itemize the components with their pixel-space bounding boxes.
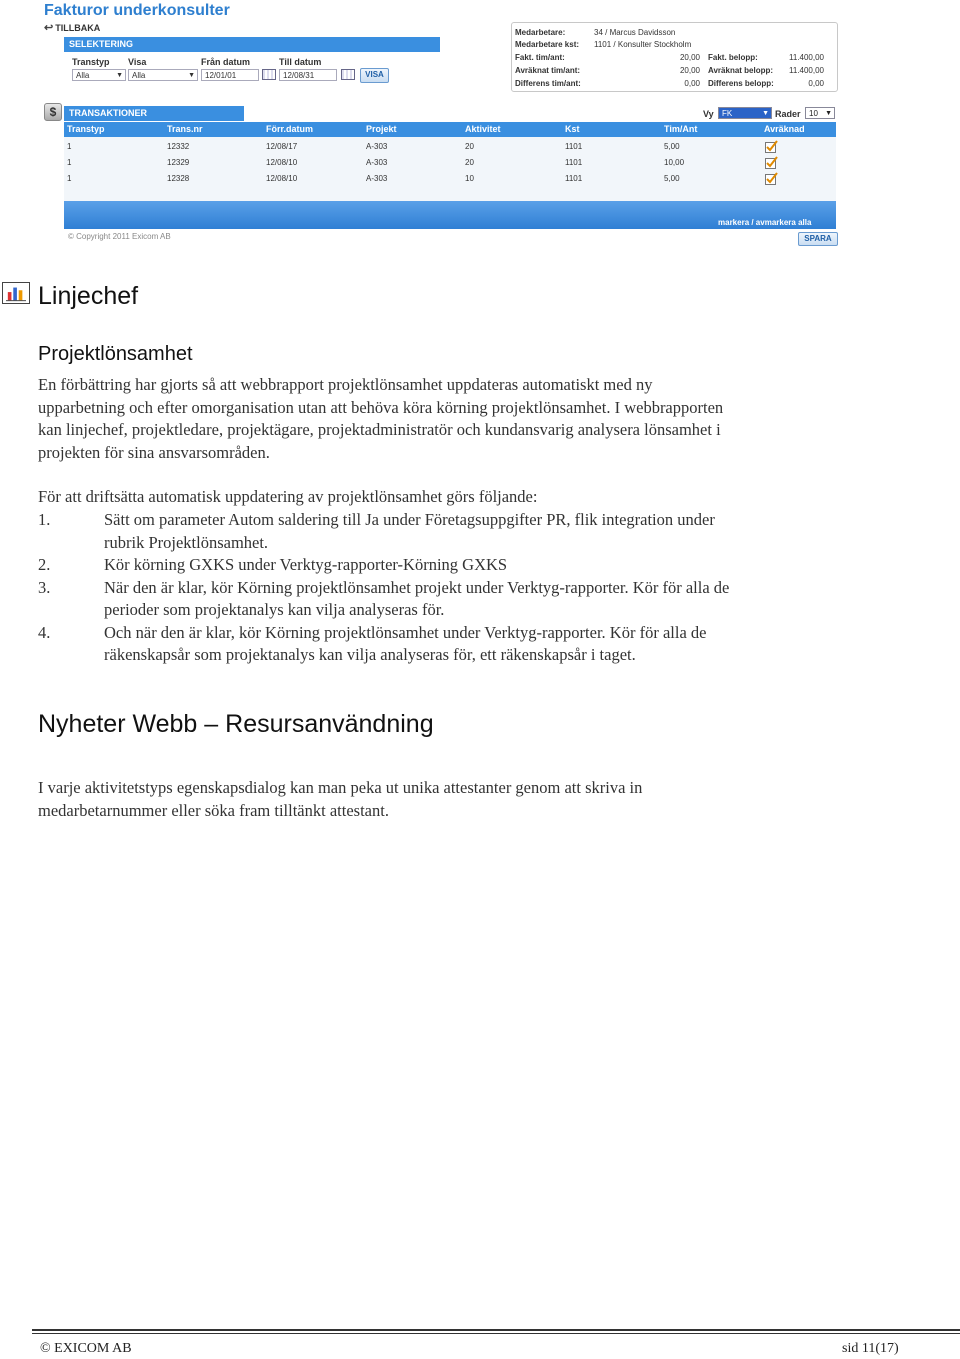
fakt-belopp-value: 11.400,00 [789,53,824,62]
col-projekt[interactable]: Projekt [366,124,397,134]
col-kst[interactable]: Kst [565,124,580,134]
cell-projekt: A-303 [366,158,388,167]
cell-aktivitet: 20 [465,142,474,151]
select-all-link[interactable]: markera / avmarkera alla [718,218,812,227]
medarbetare-label: Medarbetare: [515,28,566,37]
cell-tim: 10,00 [664,158,685,167]
cell-transnr[interactable]: 12328 [167,174,190,183]
cell-datum: 12/08/10 [266,158,298,167]
intro-line: En förbättring har gjorts så att webbrapport projektlönsamhet uppdateras automatiskt med ny [38,375,653,394]
step-text: Sätt om parameter Autom saldering till Ja under Företagsuppgifter PR, flik integration under [104,510,715,529]
diff-tim-label: Differens tim/ant: [515,79,581,88]
col-aktivitet[interactable]: Aktivitet [465,124,501,134]
cell-datum: 12/08/17 [266,142,298,151]
checkmark-icon[interactable] [765,156,778,169]
calendar-icon[interactable] [341,69,355,80]
back-button[interactable] [44,21,100,34]
visa-button[interactable]: VISA [360,68,389,83]
avraknat-belopp-value: 11.400,00 [789,66,824,75]
step-number: 2. [38,555,51,574]
step-number: 1. [38,510,51,529]
transtyp-select[interactable] [72,69,126,81]
checkmark-icon[interactable] [765,172,778,185]
cell-datum: 12/08/10 [266,174,298,183]
transtyp-label: Transtyp [72,57,110,67]
chevron-down-icon: ▼ [188,72,195,79]
step-text: rubrik Projektlönsamhet. [104,532,269,552]
vy-label: Vy [703,109,714,119]
col-avraknad[interactable]: Avräknad [764,124,805,134]
intro-line: upparbetning och efter omorganisation utan att behöva köra körning projektlönsamhet. I webbrapporten [38,397,724,417]
cell-aktivitet: 20 [465,158,474,167]
to-date-input[interactable] [279,69,337,81]
section2-line: medarbetarnummer eller söka fram tilltänkt attestant. [38,800,389,820]
checkmark-icon[interactable] [765,140,778,153]
kst-label: Medarbetare kst: [515,40,580,49]
app-title: Fakturor underkonsulter [44,2,230,19]
step-number: 3. [38,577,51,597]
cell-kst: 1101 [565,174,583,183]
diff-belopp-label: Differens belopp: [708,79,774,88]
diff-tim-value: 0,00 [684,79,700,88]
transactions-header: TRANSAKTIONER [64,106,244,121]
col-tim[interactable]: Tim/Ant [664,124,698,134]
transtyp-value: Alla [76,71,90,80]
chevron-down-icon: ▼ [116,72,123,79]
step-text: När den är klar, kör Körning projektlönsamhet projekt under Verktyg-rapporter. Kör för alla de [104,577,730,597]
chevron-down-icon: ▼ [762,110,769,117]
cell-aktivitet: 10 [465,174,474,183]
cell-transnr[interactable]: 12329 [167,158,190,167]
step-text: Kör körning GXKS under Verktyg-rapporter-Körning GXKS [104,555,508,574]
rader-value: 10 [809,109,818,118]
cell-transnr[interactable]: 12332 [167,142,190,151]
cell-kst: 1101 [565,158,583,167]
step-text: räkenskapsår som projektanalys kan vilja analyseras för, ett räkenskapsår i taget. [104,645,636,664]
section2-line: I varje aktivitetstyps egenskapsdialog kan man peka ut unika attestanter genom att skriva in [38,778,643,797]
rader-label: Rader [775,109,801,119]
avraknat-tim-label: Avräknat tim/ant: [515,66,581,75]
from-date-input[interactable] [201,69,259,81]
col-transnr[interactable]: Trans.nr [167,124,203,134]
steps-intro: För att driftsätta automatisk uppdatering av projektlönsamhet görs följande: [38,487,538,506]
cell-kst: 1101 [565,142,583,151]
page-number: sid 11(17) [842,1341,899,1356]
avraknat-tim-value: 20,00 [679,66,700,75]
footer-rule [32,1329,960,1331]
footer-company: © EXICOM AB [40,1341,132,1356]
calendar-icon[interactable] [262,69,276,80]
visa-value: Alla [132,71,146,80]
intro-line: kan linjechef, projektledare, projektägare, projektadministratör och kundansvarig analysera lönsamhet i [38,420,721,439]
fakt-belopp-label: Fakt. belopp: [708,53,758,62]
vy-select[interactable] [718,107,772,119]
intro-line: projekten för sina ansvarsområden. [38,442,270,462]
visa-select[interactable] [128,69,198,81]
kst-value: 1101 / Konsulter Stockholm [594,40,692,49]
summary-panel [511,22,838,92]
cell-transtyp: 1 [67,142,72,151]
step-text: Och när den är klar, kör Körning projektlönsamhet under Verktyg-rapporter. Kör för alla de [104,622,707,642]
diff-belopp-value: 0,00 [808,79,824,88]
rader-select[interactable] [805,107,835,119]
copyright-text: © Copyright 2011 Exicom AB [68,232,171,241]
step-number: 4. [38,622,51,642]
dollar-icon: $ [44,103,62,121]
vy-value: FK [722,109,733,118]
bar-chart-icon [2,282,30,304]
cell-projekt: A-303 [366,142,388,151]
col-transtyp[interactable]: Transtyp [67,124,105,134]
back-label: TILLBAKA [55,22,101,33]
medarbetare-value: 34 / Marcus Davidsson [594,28,676,37]
from-date-value: 12/01/01 [205,71,237,80]
footer-rule [32,1333,960,1334]
section2-title: Nyheter Webb – Resursanvändning [38,710,434,738]
from-date-label: Från datum [201,57,251,67]
subsection-title: Projektlönsamhet [38,343,193,365]
visa-label: Visa [128,57,147,67]
step-text: perioder som projektanalys kan vilja analyseras för. [104,600,445,619]
avraknat-belopp-label: Avräknat belopp: [708,66,774,75]
section-title: Linjechef [38,282,139,310]
chevron-down-icon: ▼ [825,110,832,117]
cell-tim: 5,00 [664,142,680,151]
to-date-label: Till datum [279,57,322,67]
cell-transtyp: 1 [67,174,72,183]
save-button[interactable]: SPARA [798,232,838,246]
cell-tim: 5,00 [664,174,680,183]
fakt-tim-value: 20,00 [679,53,700,62]
fakt-tim-label: Fakt. tim/ant: [515,53,565,62]
col-datum[interactable]: Förr.datum [266,124,314,134]
cell-projekt: A-303 [366,174,388,183]
to-date-value: 12/08/31 [283,71,315,80]
arrow-left-icon: ↩ [44,22,54,34]
selection-header: SELEKTERING [64,37,440,52]
cell-transtyp: 1 [67,158,72,167]
